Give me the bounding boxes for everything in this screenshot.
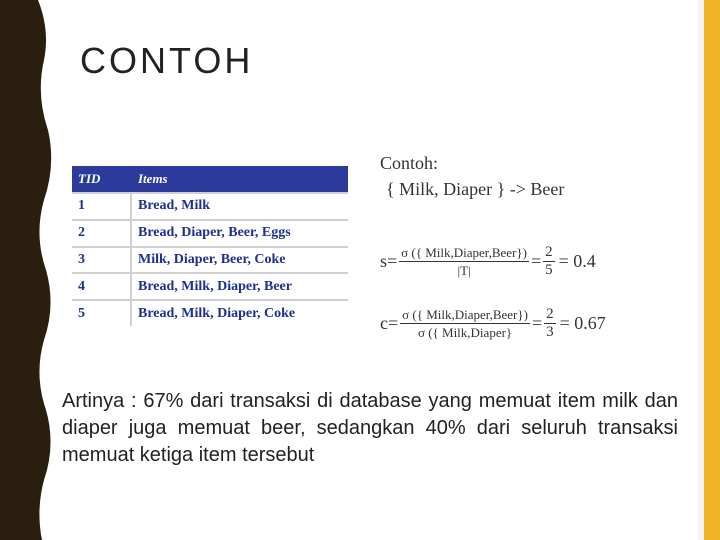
support-denominator: |T|	[457, 263, 471, 278]
table-row	[72, 299, 348, 326]
cell-tid: 5	[72, 299, 132, 326]
table-row	[72, 219, 348, 246]
support-frac-den: 5	[545, 262, 553, 278]
table-header-row	[72, 166, 348, 192]
slide-title: CONTOH	[80, 40, 254, 81]
transaction-table	[72, 166, 348, 326]
cell-items: Bread, Diaper, Beer, Eggs	[132, 219, 348, 246]
confidence-var: c=	[380, 313, 399, 333]
table-row	[72, 246, 348, 273]
cell-tid: 2	[72, 219, 132, 246]
cell-items: Bread, Milk, Diaper, Coke	[132, 299, 348, 326]
support-var: s=	[380, 251, 398, 271]
confidence-fraction	[400, 306, 530, 341]
confidence-frac-num: 2	[546, 306, 554, 322]
example-rule: { Milk, Diaper } -> Beer	[386, 179, 565, 199]
confidence-result: = 0.67	[559, 313, 606, 333]
table-row	[72, 272, 348, 299]
right-accent-bar	[704, 0, 720, 540]
confidence-frac-den: 3	[546, 324, 554, 340]
cell-tid: 4	[72, 272, 132, 299]
left-decorative-border	[0, 0, 56, 540]
confidence-formula	[380, 306, 606, 341]
header-items: Items	[132, 166, 348, 192]
cell-items: Bread, Milk, Diaper, Beer	[132, 272, 348, 299]
confidence-value-fraction	[544, 306, 556, 341]
example-label: Contoh:	[380, 153, 439, 173]
support-frac-num: 2	[545, 244, 553, 260]
confidence-denominator: σ ({ Milk,Diaper}	[417, 325, 513, 340]
header-tid: TID	[72, 166, 132, 192]
support-result: = 0.4	[558, 251, 596, 271]
cell-items: Bread, Milk	[132, 192, 348, 219]
support-fraction	[399, 244, 529, 279]
example-block	[380, 150, 564, 202]
support-formula	[380, 244, 596, 279]
cell-items: Milk, Diaper, Beer, Coke	[132, 246, 348, 273]
confidence-numerator: σ ({ Milk,Diaper,Beer})	[402, 307, 528, 322]
transaction-table-grid	[72, 166, 348, 326]
cell-tid: 3	[72, 246, 132, 273]
equals-sign: =	[531, 313, 543, 333]
cell-tid: 1	[72, 192, 132, 219]
explanation-text: Artinya : 67% dari transaksi di database yang memuat item milk dan diaper juga memuat beer, sedangkan 40% dari seluruh transaksi memuat ketiga item tersebut	[62, 390, 678, 466]
equals-sign: =	[530, 251, 542, 271]
support-numerator: σ ({ Milk,Diaper,Beer})	[401, 245, 527, 260]
support-value-fraction	[543, 244, 555, 279]
table-row	[72, 192, 348, 219]
